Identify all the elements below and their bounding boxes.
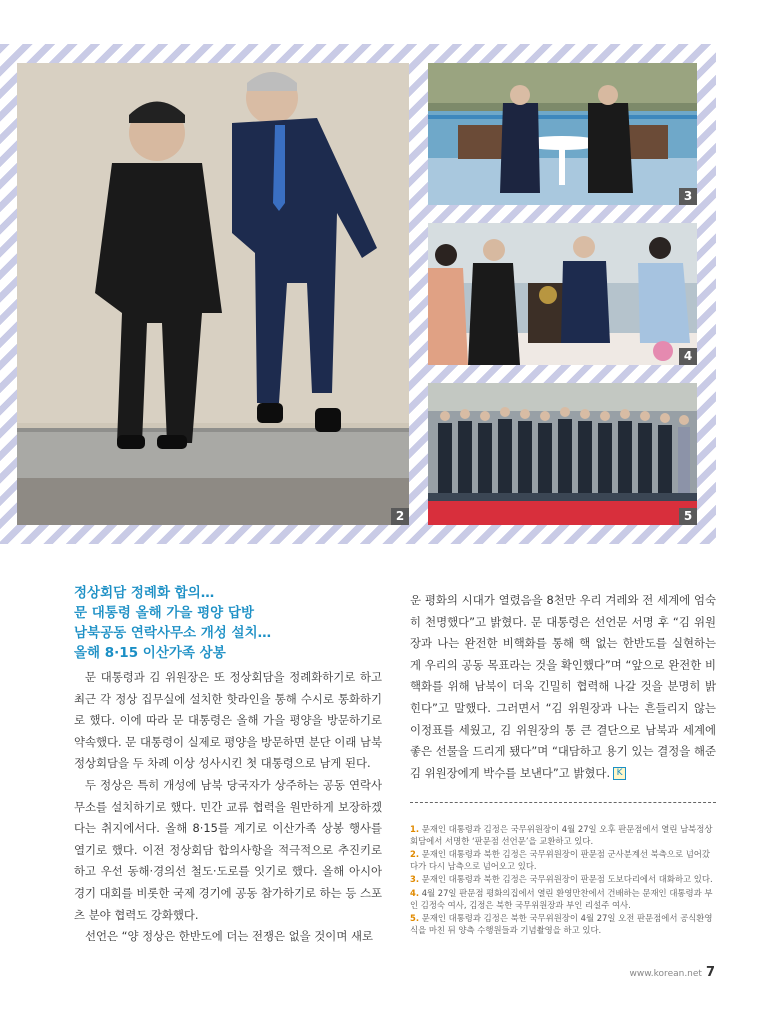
caption-number: 5. [410,913,420,924]
photo-group-commemoration [428,383,697,525]
caption-number: 3. [410,874,420,885]
page-number: 7 [705,965,715,980]
headline-line: 정상회담 정례화 합의… [74,585,215,601]
article-paragraph: 두 정상은 특히 개성에 남북 당국자가 상주하는 공동 연락사무소를 설치하기로 했다. 민간 교류 협력을 원만하게 보장하겠다는 취지에서다. 올해 8·15를 계기로 이산가족 상봉 행사를 열기로 했다. 이전 정상회담 합의사항을 적극적으로 추진키로 하고 우선 동해·경의선 철도·도로를 잇기로 했다. 올해 아시아경기 대회를 비롯한 국제 경기에 공동 참가하기로 하는 등 스포츠 분야 협력도 강화했다. [74,777,383,922]
caption-item [410,913,716,936]
caption-item [410,849,716,872]
photo-number-badge: 2 [391,508,409,525]
photo-number-badge: 5 [679,508,697,525]
article-left-column [74,583,382,948]
photo-dinner-toast [428,223,697,365]
caption-text: 문재인 대통령과 북한 김정은 국무위원장이 판문점 군사분계선 북측으로 넘어갔다가 다시 남측으로 넘어오고 있다. [410,849,710,871]
photo-number-badge: 4 [679,348,697,365]
article-body-continued [410,590,716,784]
caption-item [410,888,716,911]
headline-line: 올해 8·15 이산가족 상봉 [74,645,226,661]
headline-line: 남북공동 연락사무소 개성 설치… [74,625,272,641]
caption-number: 2. [410,849,420,860]
page-footer [630,965,715,980]
photo-leaders-crossing-border [17,63,409,525]
caption-number: 1. [410,824,420,834]
caption-text: 문재인 대통령과 북한 김정은 국무위원장이 판문점 도보다리에서 대화하고 있다. [421,874,713,885]
caption-text: 4월 27일 판문점 평화의집에서 열린 환영만찬에서 건배하는 문재인 대통령과 부인 김정숙 여사, 김정은 북한 국무위원장과 부인 리설주 여사. [410,887,713,910]
photo-footbridge-talk [428,63,697,205]
headline-line: 문 대통령 올해 가을 평양 답방 [74,605,254,621]
caption-text: 문재인 대통령과 김정은 북한 국무위원장이 4월 27일 오전 판문점에서 공식환영식을 마친 뒤 양측 수행원들과 기념촬영을 하고 있다. [410,913,713,935]
caption-text: 문재인 대통령과 김정은 국무위원장이 4월 27일 오후 판문점에서 열린 남북정상회담에서 서명한 ‘판문점 선언문’을 교환하고 있다. [410,824,713,846]
photo-number-badge: 3 [679,188,697,205]
article-body [74,667,382,948]
caption-number: 4. [410,887,420,898]
photo-captions [410,824,716,938]
footer-site: www.korean.net [629,969,702,979]
section-headline [74,583,382,663]
caption-item [410,874,716,886]
article-paragraph: 운 평화의 시대가 열렸음을 8천만 우리 겨레와 전 세계에 엄숙히 천명했다”고 밝혔다. 문 대통령은 선언문 서명 후 “김 위원장과 나는 완전한 비핵화를 통해 핵 없는 한반도를 실현하는 게 우리의 공동 목표라는 것을 확인했다”며 “앞으로 완전한 비핵화를 위해 남북이 더욱 긴밀히 협력해 나갈 것을 분명히 밝힌다”고 말했다. 그러면서 “김 위원장과 나는 흔들리지 않는 이정표를 세웠고, 김 위원장의 통 큰 결단으로 남북과 세계에 좋은 선물을 드리게 됐다”며 “대담하고 용기 있는 결정을 해준 김 위원장에게 박수를 보낸다”고 밝혔다. [410,593,716,780]
article-paragraph: 선언은 “양 정상은 한반도에 더는 전쟁은 없을 것이며 새로 [85,929,373,944]
article-end-mark-icon: K [613,767,626,780]
caption-item [410,824,716,847]
article-right-column [410,590,716,784]
caption-divider [410,802,716,803]
article-paragraph: 문 대통령과 김 위원장은 또 정상회담을 정례화하기로 하고 최근 각 정상 집무실에 설치한 핫라인을 통해 수시로 통화하기로 했다. 이에 따라 문 대통령은 올해 가을 평양을 방문하기로 약속했다. 문 대통령이 실제로 평양을 방문하면 분단 이래 남북정상회담을 두 차례 이상 성사시킨 첫 대통령으로 남게 된다. [74,670,382,771]
